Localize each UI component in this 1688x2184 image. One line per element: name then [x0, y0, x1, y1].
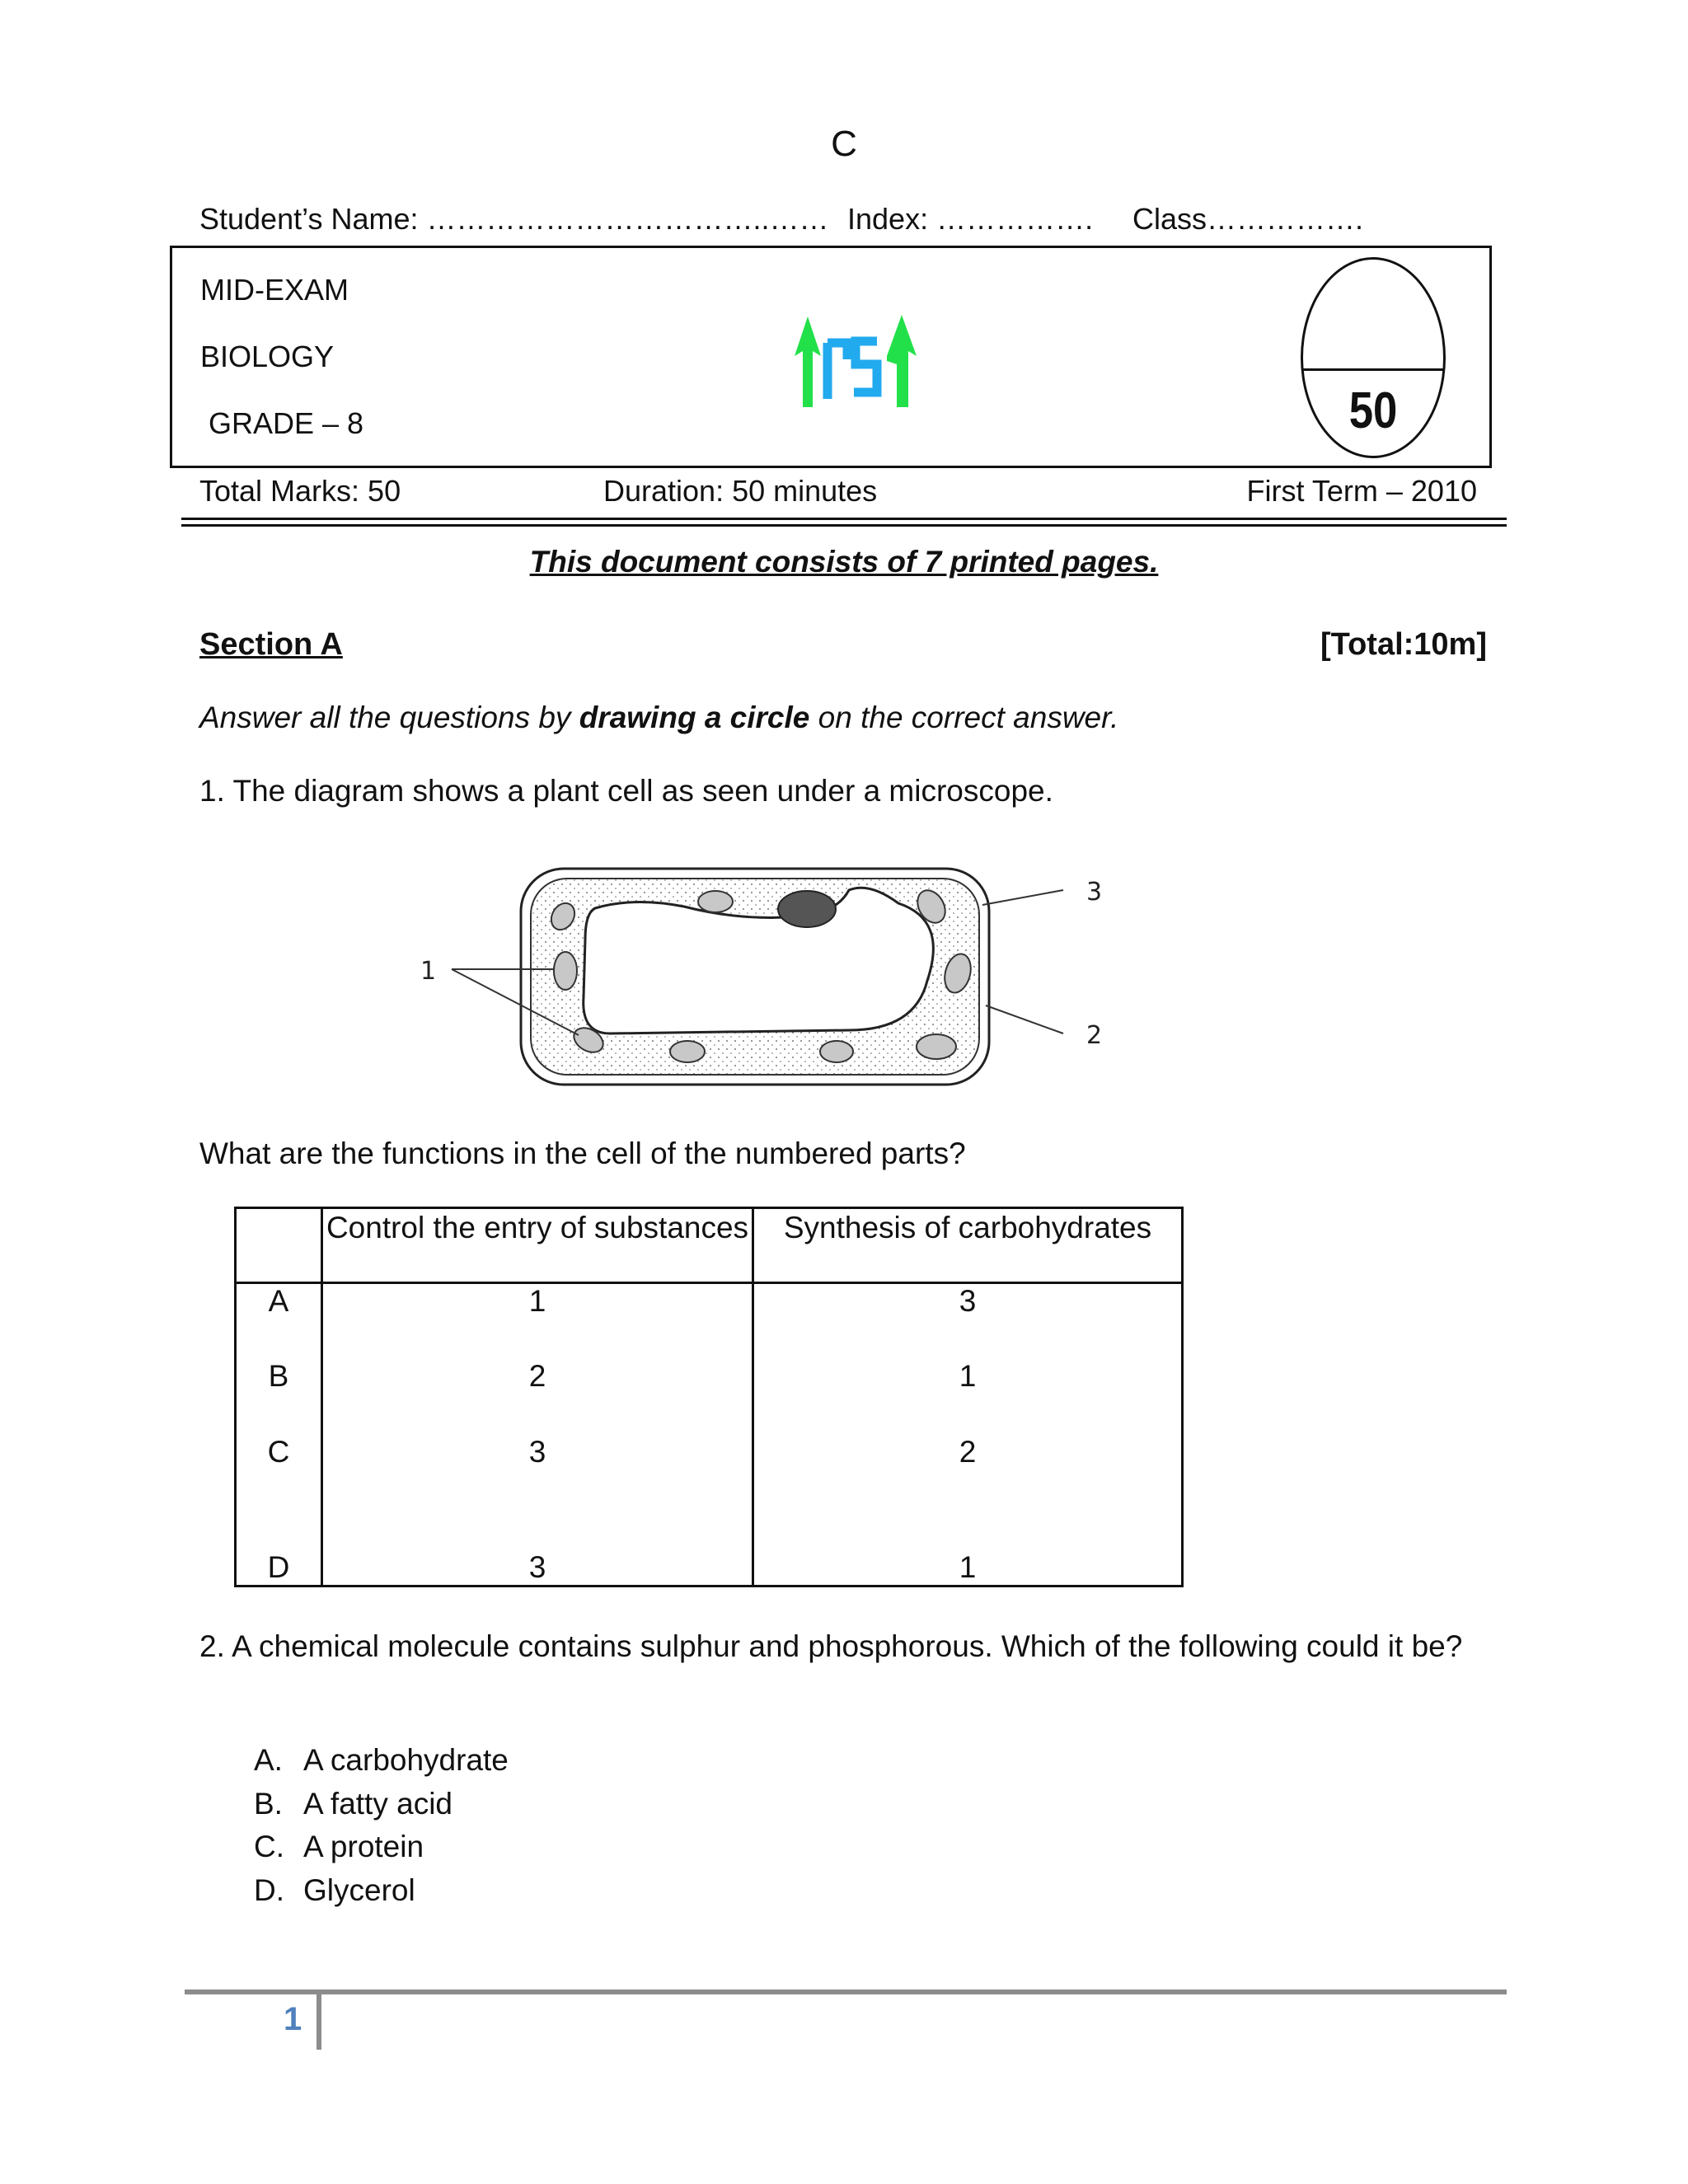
subject: BIOLOGY [200, 340, 335, 373]
instruction-pre: Answer all the questions by [199, 701, 579, 734]
answer-option[interactable] [254, 1739, 509, 1783]
answer-option[interactable] [254, 1825, 509, 1869]
option-letter: A. [254, 1743, 283, 1777]
question-1-subquestion: What are the functions in the cell of the numbered parts? [199, 1137, 966, 1170]
option-text: A fatty acid [303, 1786, 452, 1821]
option-letter: D [236, 1511, 322, 1586]
table-cell: 3 [753, 1283, 1183, 1359]
table-header-cell: Synthesis of carbohydrates [753, 1208, 1183, 1283]
total-marks: Total Marks: 50 [199, 474, 401, 508]
question-2-stem: 2. A chemical molecule contains sulphur and phosphorous. Which of the following could it be? [199, 1629, 1463, 1663]
table-cell: 3 [322, 1511, 753, 1586]
student-name-field[interactable]: Student’s Name: ……………………………..…… [199, 202, 829, 236]
option-letter: A [236, 1283, 322, 1359]
answer-table [234, 1207, 1184, 1587]
answer-option[interactable] [254, 1869, 509, 1913]
page-number: 1 [284, 2001, 302, 2037]
option-letter: D. [254, 1872, 284, 1907]
grade: GRADE – 8 [209, 406, 364, 440]
table-row[interactable] [236, 1435, 1183, 1511]
question-1-stem: 1. The diagram shows a plant cell as seen under a microscope. [199, 774, 1053, 808]
table-cell: 2 [322, 1359, 753, 1435]
diagram-label-1: 1 [420, 957, 437, 986]
instruction-post: on the correct answer. [809, 701, 1119, 734]
header-rule-double [181, 524, 1507, 527]
score-oval[interactable] [1301, 257, 1446, 458]
class-field[interactable]: Class……………. [1132, 202, 1364, 236]
instruction-bold: drawing a circle [579, 701, 810, 734]
table-cell: 2 [753, 1435, 1183, 1511]
score-divider [1303, 368, 1443, 371]
max-score: 50 [1348, 382, 1398, 439]
header-rule [181, 518, 1507, 520]
table-row[interactable] [236, 1359, 1183, 1435]
exam-type: MID-EXAM [200, 273, 349, 307]
section-total: [Total:10m] [1320, 627, 1487, 662]
table-cell: 3 [322, 1435, 753, 1511]
term: First Term – 2010 [1246, 474, 1477, 508]
footer-rule [185, 1990, 1507, 1994]
table-header-cell [236, 1208, 322, 1283]
pages-note: This document consists of 7 printed pages. [529, 545, 1159, 579]
table-header-cell: Control the entry of substances [322, 1208, 753, 1283]
section-instruction [199, 701, 1118, 735]
diagram-label-2: 2 [1086, 1021, 1103, 1050]
duration: Duration: 50 minutes [603, 474, 878, 508]
option-letter: B [236, 1359, 322, 1435]
table-cell: 1 [322, 1283, 753, 1359]
nucleus [778, 891, 836, 927]
option-text: Glycerol [303, 1872, 415, 1907]
answer-option[interactable] [254, 1783, 509, 1826]
table-row[interactable] [236, 1511, 1183, 1586]
plant-cell-diagram [387, 849, 1113, 1096]
option-letter: C. [254, 1830, 284, 1863]
option-letter: C [236, 1435, 322, 1511]
section-title: Section A [199, 627, 343, 662]
version-letter: C [831, 124, 857, 164]
question-2-options [254, 1739, 509, 1912]
school-logo [791, 310, 940, 410]
table-cell: 1 [753, 1359, 1183, 1435]
table-cell: 1 [753, 1511, 1183, 1586]
table-header-row [236, 1208, 1183, 1283]
diagram-label-3: 3 [1086, 878, 1103, 907]
option-text: A carbohydrate [303, 1743, 509, 1777]
index-field[interactable]: Index: ……………. [847, 202, 1094, 236]
option-letter: B. [254, 1786, 283, 1821]
option-text: A protein [303, 1830, 424, 1863]
footer-separator [316, 1992, 321, 2050]
table-row[interactable] [236, 1283, 1183, 1359]
